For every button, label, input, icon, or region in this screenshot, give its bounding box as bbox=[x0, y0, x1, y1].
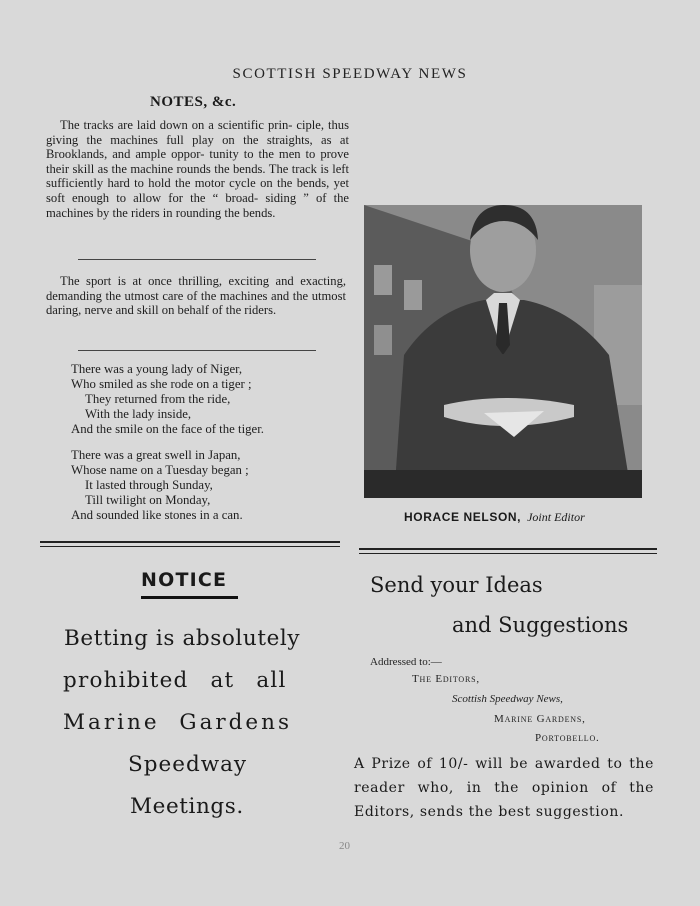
double-rule bbox=[40, 546, 340, 547]
notice-line: prohibited at all bbox=[63, 668, 287, 693]
double-rule bbox=[359, 553, 657, 554]
editor-portrait-photo bbox=[364, 205, 642, 498]
double-rule bbox=[359, 548, 657, 550]
notice-underline bbox=[141, 596, 238, 599]
limerick-niger bbox=[71, 362, 264, 437]
text-line: tunity to the men to prove their skill as the bbox=[46, 147, 349, 176]
photo-caption bbox=[404, 510, 585, 525]
text-line: machines and the utmost daring, nerve and skill bbox=[46, 288, 347, 318]
notice-body bbox=[60, 618, 320, 828]
text-line: The sport is at once thrilling, exciting and bbox=[60, 274, 294, 288]
verse-line: And the smile on the face of the tiger. bbox=[71, 422, 264, 436]
text-line: exacting, demanding the utmost care of the bbox=[46, 274, 347, 303]
prize-line: Editors, sends the best suggestion. bbox=[354, 804, 625, 820]
divider bbox=[78, 350, 316, 351]
verse-line: There was a young lady of Niger, bbox=[71, 362, 243, 376]
verse-line: Who smiled as she rode on a tiger ; bbox=[71, 377, 252, 391]
text-line: bends, yet soft enough to allow for the “ broad- bbox=[46, 176, 349, 205]
notice-line: Betting is absolutely bbox=[64, 626, 301, 651]
verse-line: Till twilight on Monday, bbox=[85, 493, 211, 507]
caption-name: HORACE NELSON, bbox=[404, 510, 522, 524]
double-rule bbox=[40, 541, 340, 543]
caption-role: Joint Editor bbox=[527, 510, 585, 524]
address-line-gardens: Marine Gardens, bbox=[494, 713, 586, 725]
address-line-editors: The Editors, bbox=[412, 673, 480, 685]
text-line: ciple, thus giving the machines full play on the bbox=[46, 118, 350, 147]
limerick-japan bbox=[71, 448, 249, 523]
verse-line: With the lady inside, bbox=[85, 407, 192, 421]
addressed-label: Addressed to:— bbox=[370, 656, 442, 668]
notes-paragraph-tracks bbox=[46, 118, 349, 220]
notice-line: Marine Gardens bbox=[63, 710, 293, 735]
ideas-heading-line1: Send your Ideas bbox=[370, 573, 543, 597]
verse-line: There was a great swell in Japan, bbox=[71, 448, 241, 462]
text-line: on behalf of the riders. bbox=[161, 303, 277, 318]
prize-line: A Prize of 10/- will be awarded to bbox=[354, 756, 623, 772]
notice-line: Speedway bbox=[128, 752, 248, 777]
verse-line: And sounded like stones in a can. bbox=[71, 508, 243, 522]
page-number: 20 bbox=[339, 840, 350, 852]
text-line: the bends. bbox=[224, 205, 276, 220]
notice-line: Meetings. bbox=[130, 794, 244, 819]
verse-line: It lasted through Sunday, bbox=[85, 478, 213, 492]
address-line-portobello: Portobello. bbox=[535, 732, 600, 744]
text-line: straights, as at Brooklands, and ample oppor- bbox=[46, 132, 349, 162]
notes-paragraph-sport bbox=[46, 274, 346, 318]
prize-line: the reader who, in the opinion of the bbox=[354, 756, 654, 796]
verse-line: They returned from the ride, bbox=[85, 392, 231, 406]
verse-line: Whose name on a Tuesday began ; bbox=[71, 463, 249, 477]
text-line: siding ” of the machines by the riders in rounding bbox=[46, 190, 349, 220]
ideas-heading-line2: and Suggestions bbox=[452, 613, 629, 637]
notice-title: NOTICE bbox=[141, 569, 228, 591]
text-line: The tracks are laid down on a scientific prin- bbox=[60, 118, 293, 132]
prize-text bbox=[354, 752, 654, 824]
notes-heading: NOTES, &c. bbox=[150, 94, 237, 110]
masthead-title: SCOTTISH SPEEDWAY NEWS bbox=[232, 66, 468, 82]
text-line: machine rounds the bends. The track is left bbox=[130, 161, 349, 176]
portrait-illustration bbox=[364, 205, 642, 498]
text-line: sufficiently hard to hold the motor cycle on the bbox=[46, 176, 293, 191]
address-line-publication: Scottish Speedway News, bbox=[452, 693, 563, 705]
divider bbox=[78, 259, 316, 260]
